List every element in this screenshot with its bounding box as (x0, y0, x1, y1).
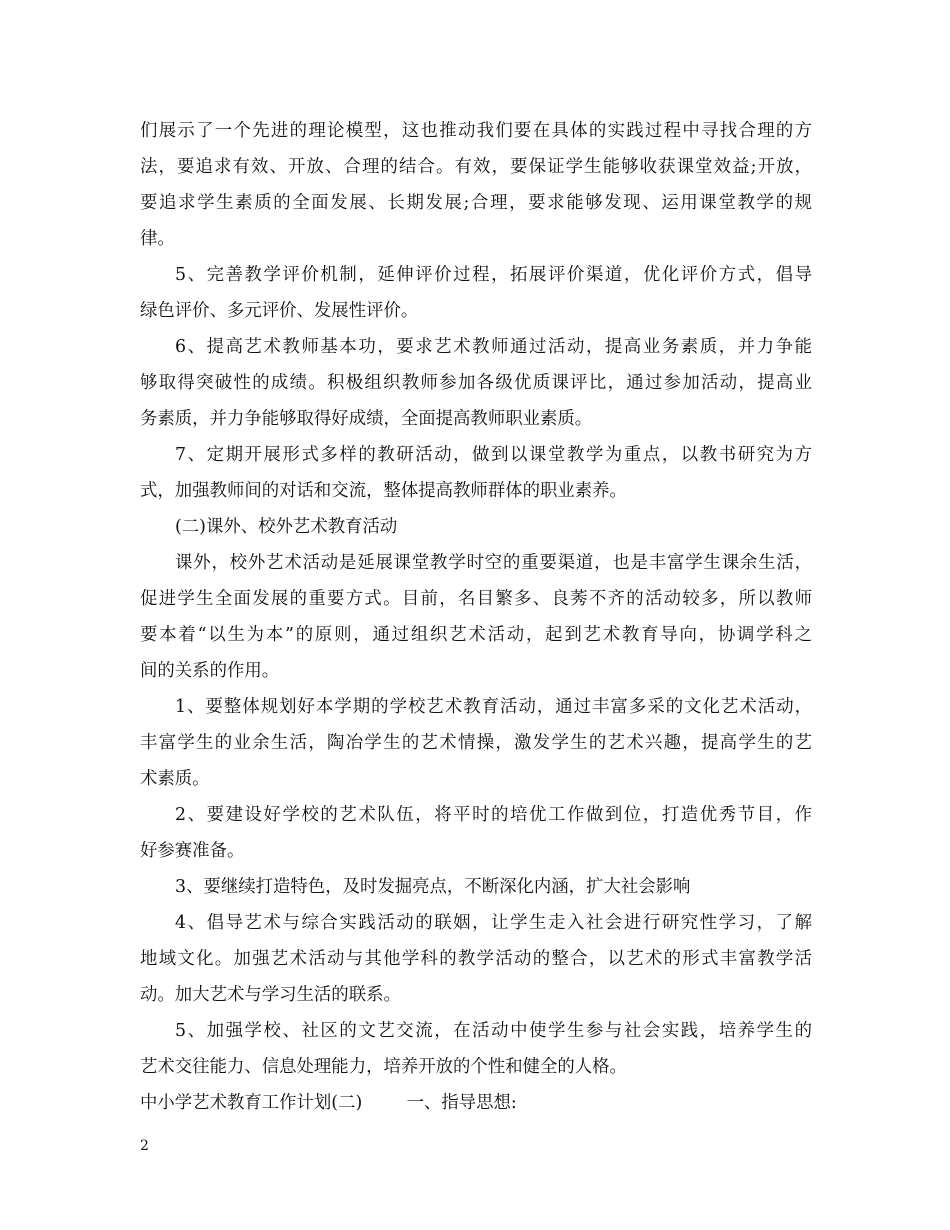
text-line: 4、倡导艺术与综合实践活动的联姻，让学生走入社会进行研究性学习，了解 (175, 913, 812, 933)
text-line: 要追求学生素质的全面发展、长期发展;合理，要求能够发现、运用课堂教学的规 (140, 193, 812, 213)
text-line: 5、加强学校、社区的文艺交流，在活动中使学生参与社会实践，培养学生的 (175, 1021, 812, 1041)
text-line: 要本着“以生为本”的原则，通过组织艺术活动，起到艺术教育导向，协调学科之 (140, 625, 812, 645)
text-line: 7、定期开展形式多样的教研活动，做到以课堂教学为重点，以教书研究为方 (175, 445, 812, 465)
text-line: 们展示了一个先进的理论模型，这也推动我们要在具体的实践过程中寻找合理的方 (140, 121, 812, 141)
document-body (140, 113, 812, 1121)
text-line: 律。 (140, 229, 175, 249)
text-line: 5、完善教学评价机制，延伸评价过程，拓展评价渠道，优化评价方式，倡导 (175, 265, 812, 285)
text-line: 3、要继续打造特色，及时发掘亮点，不断深化内涵，扩大社会影响 (175, 877, 691, 897)
text-line: 促进学生全面发展的重要方式。目前，名目繁多、良莠不齐的活动较多，所以教师 (140, 589, 812, 609)
text-line: 绿色评价、多元评价、发展性评价。 (140, 301, 419, 321)
text-line: 好参赛准备。 (140, 841, 245, 861)
text-line: 艺术交往能力、信息处理能力，培养开放的个性和健全的人格。 (140, 1057, 627, 1077)
text-line: 式，加强教师间的对话和交流，整体提高教师群体的职业素养。 (140, 481, 627, 501)
text-line: 务素质，并力争能够取得好成绩，全面提高教师职业素质。 (140, 409, 593, 429)
guiding-ideology-heading: 一、指导思想: (406, 1093, 517, 1113)
text-line: 丰富学生的业余生活，陶冶学生的艺术情操，激发学生的艺术兴趣，提高学生的艺 (140, 733, 812, 753)
text-line: 法，要追求有效、开放、合理的结合。有效，要保证学生能够收获课堂效益;开放， (140, 157, 812, 177)
text-line: 1、要整体规划好本学期的学校艺术教育活动，通过丰富多采的文化艺术活动， (175, 697, 812, 717)
text-line: 间的关系的作用。 (140, 661, 280, 681)
next-section-line (140, 1085, 812, 1121)
text-line: 动。加大艺术与学习生活的联系。 (140, 985, 401, 1005)
text-line: 术素质。 (140, 769, 210, 789)
text-line: (二)课外、校外艺术教育活动 (175, 517, 398, 537)
text-line: 地域文化。加强艺术活动与其他学科的教学活动的整合，以艺术的形式丰富教学活 (140, 949, 812, 969)
text-line: 够取得突破性的成绩。积极组织教师参加各级优质课评比，通过参加活动，提高业 (140, 373, 812, 393)
text-line: 课外，校外艺术活动是延展课堂教学时空的重要渠道，也是丰富学生课余生活， (175, 553, 812, 573)
page-number: 2 (140, 1138, 149, 1154)
text-line: 2、要建设好学校的艺术队伍，将平时的培优工作做到位，打造优秀节目，作 (175, 805, 812, 825)
next-plan-title: 中小学艺术教育工作计划(二) (140, 1093, 363, 1113)
paragraph-lines (140, 113, 812, 1085)
text-line: 6、提高艺术教师基本功，要求艺术教师通过活动，提高业务素质，并力争能 (175, 337, 812, 357)
